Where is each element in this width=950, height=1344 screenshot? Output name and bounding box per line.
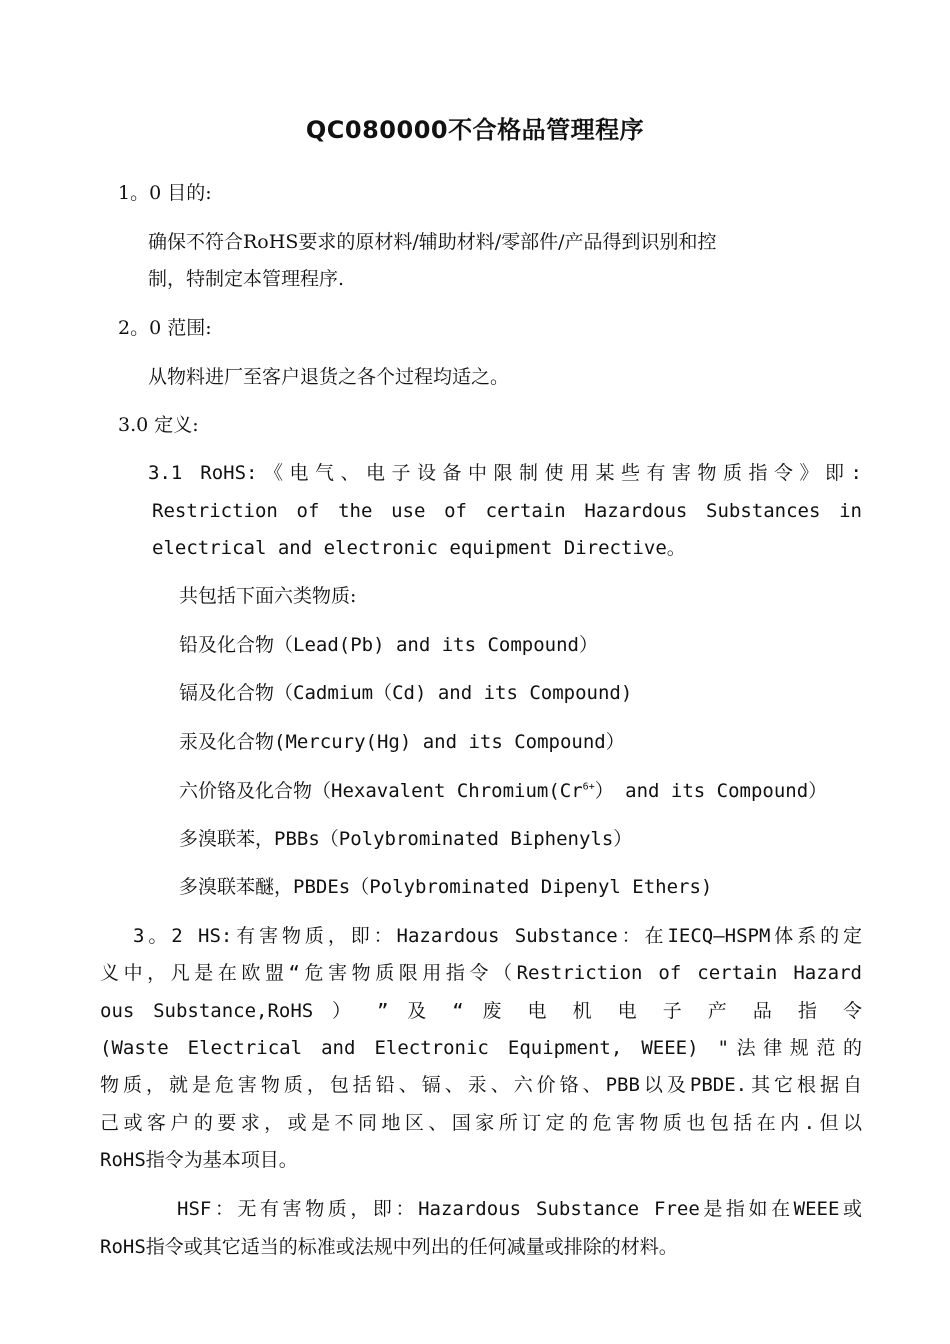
chromium-superscript: 6+ (582, 781, 595, 793)
section-1-body-line-2: 制，特制定本管理程序. (148, 268, 345, 290)
def-3-2-line-6: 己或客户的要求，或是不同地区、国家所订定的危害物质也包括在内.但以 (100, 1112, 862, 1134)
substance-cadmium: 镉及化合物（Cadmium（Cd) and its Compound) (179, 682, 633, 704)
substance-pbb: 多溴联苯，PBBs（Polybrominated Biphenyls） (179, 828, 633, 850)
substance-chromium-text: 六价铬及化合物（Hexavalent Chromium(Cr (179, 780, 583, 802)
section-1-heading: 1。0 目的: (118, 182, 212, 204)
six-substances-intro: 共包括下面六类物质: (179, 585, 357, 607)
def-3-1-line-1: 3.1 RoHS:《电气、电子设备中限制使用某些有害物质指令》即: (148, 462, 862, 484)
section-2-body: 从物料进厂至客户退货之各个过程均适之。 (148, 366, 510, 388)
page-title: QC080000不合格品管理程序 (305, 116, 645, 144)
substance-mercury: 汞及化合物(Mercury(Hg) and its Compound） (179, 731, 625, 753)
def-hsf-line-2: RoHS指令或其它适当的标准或法规中列出的任何减量或排除的材料。 (100, 1236, 678, 1258)
def-3-2-line-4: (Waste Electrical and Electronic Equipment, WEEE) "法律规范的 (100, 1037, 862, 1059)
def-3-2-line-7: RoHS指令为基本项目。 (100, 1149, 298, 1171)
substance-chromium-tail: ） and its Compound） (594, 780, 828, 802)
section-2-heading: 2。0 范围: (118, 317, 212, 339)
def-3-1-line-2: Restriction of the use of certain Hazardous Substances in (152, 500, 862, 522)
substance-pbde: 多溴联苯醚，PBDEs（Polybrominated Dipenyl Ethers) (179, 876, 713, 898)
def-3-2-line-3: ous Substance,RoHS ） ” 及 “ 废 电 机 电 子 产 品 指 令 (100, 1000, 862, 1022)
def-3-2-line-1: 3。2 HS:有害物质，即：Hazardous Substance：在IECQ—HSPM体系的定 (133, 925, 862, 947)
substance-chromium (179, 776, 827, 806)
substance-lead: 铅及化合物（Lead(Pb) and its Compound） (179, 634, 598, 656)
def-hsf-line-1: HSF：无有害物质，即：Hazardous Substance Free是指如在WEEE或 (177, 1198, 862, 1220)
def-3-2-line-5: 物质，就是危害物质，包括铅、镉、汞、六价铬、PBB以及PBDE.其它根据自 (100, 1074, 862, 1096)
section-1-body-line-1: 确保不符合RoHS要求的原材料/辅助材料/零部件/产品得到识别和控 (148, 231, 717, 253)
def-3-1-line-3: electrical and electronic equipment Directive。 (152, 537, 686, 559)
section-3-heading: 3.0 定义: (118, 414, 199, 436)
def-3-2-line-2: 义中，凡是在欧盟“危害物质限用指令（Restriction of certain Hazard (100, 962, 862, 984)
